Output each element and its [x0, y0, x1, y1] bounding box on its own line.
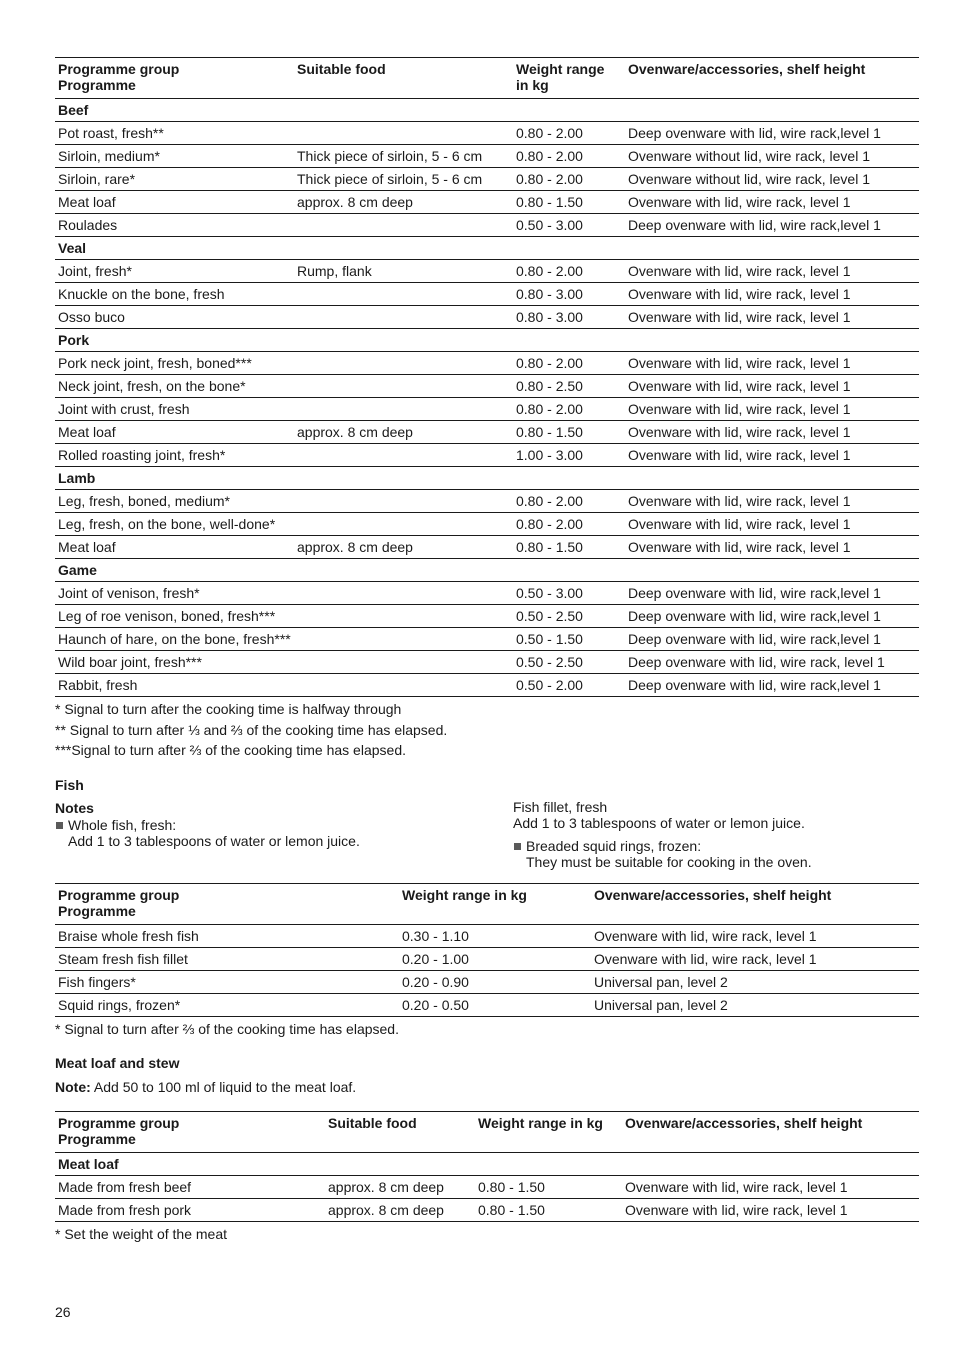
group-label: Lamb [55, 467, 919, 490]
cell-ovenware: Ovenware with lid, wire rack, level 1 [622, 1176, 919, 1199]
table-header-row [55, 58, 919, 99]
table-row [55, 536, 919, 559]
cell-ovenware: Deep ovenware with lid, wire rack,level 1 [625, 582, 919, 605]
table-row [55, 168, 919, 191]
cell-programme: Made from fresh pork [55, 1199, 325, 1222]
cell-programme: Haunch of hare, on the bone, fresh*** [55, 628, 294, 651]
fish-notes-right [513, 799, 919, 870]
table-row [55, 214, 919, 237]
cell-programme: Wild boar joint, fresh*** [55, 651, 294, 674]
note-text: Add 50 to 100 ml of liquid to the meat loaf. [90, 1079, 357, 1095]
cell-programme: Joint with crust, fresh [55, 398, 294, 421]
footnote: * Signal to turn after ⅔ of the cooking time has elapsed. [55, 1020, 399, 1037]
group-label: Veal [55, 237, 919, 260]
cell-ovenware: Deep ovenware with lid, wire rack,level 1 [625, 628, 919, 651]
cell-ovenware: Ovenware with lid, wire rack, level 1 [625, 375, 919, 398]
cell-weight: 0.80 - 1.50 [475, 1199, 622, 1222]
cell-programme: Squid rings, frozen* [55, 993, 399, 1016]
cell-food [294, 674, 513, 697]
cell-food [294, 283, 513, 306]
cell-weight: 0.50 - 1.50 [513, 628, 625, 651]
header-ovenware: Ovenware/accessories, shelf height [591, 883, 919, 924]
header-programme-group: Programme group Programme [55, 58, 294, 99]
fish-notes-left [55, 799, 495, 849]
cell-programme: Leg, fresh, on the bone, well-done* [55, 513, 294, 536]
cell-weight: 0.30 - 1.10 [399, 924, 591, 947]
cell-food [294, 306, 513, 329]
meatloaf-note [55, 1079, 919, 1095]
meat-table-body [55, 99, 919, 697]
header-suitable-food: Suitable food [325, 1112, 475, 1153]
cell-weight: 0.20 - 0.90 [399, 970, 591, 993]
table-row [55, 398, 919, 421]
list-item [513, 838, 919, 870]
page-number: 26 [55, 1304, 71, 1320]
cell-ovenware: Deep ovenware with lid, wire rack,level 1 [625, 122, 919, 145]
cell-programme: Fish fingers* [55, 970, 399, 993]
table-row [55, 605, 919, 628]
cell-food: approx. 8 cm deep [325, 1199, 475, 1222]
cell-weight: 0.20 - 1.00 [399, 947, 591, 970]
list-item [55, 817, 495, 849]
header-suitable-food: Suitable food [294, 58, 513, 99]
notes-label: Notes [55, 799, 94, 816]
cell-ovenware: Ovenware with lid, wire rack, level 1 [625, 490, 919, 513]
meat-programme-table [55, 57, 919, 697]
page-content [55, 57, 919, 1245]
cell-programme: Pork neck joint, fresh, boned*** [55, 352, 294, 375]
header-weight-range: Weight range in kg [475, 1112, 622, 1153]
cell-programme: Steam fresh fish fillet [55, 947, 399, 970]
cell-ovenware: Deep ovenware with lid, wire rack,level 1 [625, 605, 919, 628]
fish-section-title: Fish [55, 776, 84, 793]
table-header-row [55, 1112, 919, 1153]
cell-food [294, 490, 513, 513]
cell-programme: Sirloin, medium* [55, 145, 294, 168]
bullet-square-icon [514, 843, 521, 850]
cell-food [294, 352, 513, 375]
fish-table-body [55, 924, 919, 1016]
cell-ovenware: Ovenware with lid, wire rack, level 1 [625, 536, 919, 559]
cell-food: approx. 8 cm deep [325, 1176, 475, 1199]
fish-notes [55, 799, 919, 869]
cell-food: approx. 8 cm deep [294, 421, 513, 444]
bullet-text: Add 1 to 3 tablespoons of water or lemon juice. [68, 832, 360, 849]
cell-food [294, 582, 513, 605]
cell-weight: 0.50 - 3.00 [513, 582, 625, 605]
cell-weight: 0.80 - 2.00 [513, 122, 625, 145]
table-row [55, 947, 919, 970]
bullet-title: Whole fish, fresh: [68, 816, 177, 833]
cell-programme: Rabbit, fresh [55, 674, 294, 697]
cell-ovenware: Ovenware with lid, wire rack, level 1 [625, 306, 919, 329]
group-row [55, 99, 919, 122]
group-label: Beef [55, 99, 919, 122]
cell-ovenware: Ovenware with lid, wire rack, level 1 [625, 283, 919, 306]
bullet-text: They must be suitable for cooking in the oven. [526, 853, 812, 870]
cell-ovenware: Ovenware without lid, wire rack, level 1 [625, 168, 919, 191]
cell-programme: Rolled roasting joint, fresh* [55, 444, 294, 467]
cell-weight: 0.80 - 3.00 [513, 306, 625, 329]
cell-ovenware: Ovenware with lid, wire rack, level 1 [625, 513, 919, 536]
footnote: * Signal to turn after the cooking time is halfway through [55, 701, 402, 717]
cell-ovenware: Ovenware with lid, wire rack, level 1 [625, 260, 919, 283]
cell-programme: Pot roast, fresh** [55, 122, 294, 145]
cell-weight: 0.80 - 2.50 [513, 375, 625, 398]
table-row [55, 628, 919, 651]
footnote: ** Signal to turn after ⅓ and ⅔ of the cooking time has elapsed. [55, 721, 448, 738]
group-row [55, 1153, 919, 1176]
cell-food: Thick piece of sirloin, 5 - 6 cm [294, 145, 513, 168]
cell-weight: 0.80 - 1.50 [513, 536, 625, 559]
cell-weight: 0.80 - 1.50 [513, 191, 625, 214]
cell-weight: 0.50 - 2.50 [513, 605, 625, 628]
table-row [55, 375, 919, 398]
table-row [55, 582, 919, 605]
table-row [55, 283, 919, 306]
cell-programme: Leg, fresh, boned, medium* [55, 490, 294, 513]
cell-programme: Meat loaf [55, 191, 294, 214]
cell-programme: Osso buco [55, 306, 294, 329]
cell-weight: 0.80 - 2.00 [513, 398, 625, 421]
table-header-row [55, 883, 919, 924]
table-row [55, 352, 919, 375]
header-ovenware: Ovenware/accessories, shelf height [625, 58, 919, 99]
cell-food [294, 214, 513, 237]
cell-programme: Leg of roe venison, boned, fresh*** [55, 605, 294, 628]
cell-food: approx. 8 cm deep [294, 536, 513, 559]
header-weight-range: Weight range in kg [399, 883, 591, 924]
footnote: * Set the weight of the meat [55, 1226, 227, 1242]
table-row [55, 993, 919, 1016]
group-row [55, 237, 919, 260]
cell-ovenware: Universal pan, level 2 [591, 993, 919, 1016]
cell-weight: 0.80 - 3.00 [513, 283, 625, 306]
table-row [55, 122, 919, 145]
meat-footnotes [55, 699, 919, 761]
cell-food [294, 628, 513, 651]
cell-programme: Sirloin, rare* [55, 168, 294, 191]
cell-ovenware: Ovenware with lid, wire rack, level 1 [625, 352, 919, 375]
table-row [55, 306, 919, 329]
table-row [55, 1199, 919, 1222]
cell-food: Rump, flank [294, 260, 513, 283]
table-row [55, 1176, 919, 1199]
cell-ovenware: Ovenware with lid, wire rack, level 1 [591, 924, 919, 947]
cell-ovenware: Ovenware with lid, wire rack, level 1 [591, 947, 919, 970]
header-weight-range: Weight range in kg [513, 58, 625, 99]
table-row [55, 145, 919, 168]
cell-weight: 0.80 - 2.00 [513, 352, 625, 375]
cell-programme: Meat loaf [55, 536, 294, 559]
cell-food [294, 375, 513, 398]
cell-programme: Meat loaf [55, 421, 294, 444]
cell-food [294, 444, 513, 467]
cell-ovenware: Universal pan, level 2 [591, 970, 919, 993]
cell-ovenware: Ovenware with lid, wire rack, level 1 [625, 421, 919, 444]
header-programme-group: Programme group Programme [55, 883, 399, 924]
table-row [55, 260, 919, 283]
cell-food: approx. 8 cm deep [294, 191, 513, 214]
note-label: Note: [55, 1079, 91, 1095]
group-label: Pork [55, 329, 919, 352]
cell-programme: Joint, fresh* [55, 260, 294, 283]
cell-weight: 0.80 - 2.00 [513, 145, 625, 168]
cell-programme: Roulades [55, 214, 294, 237]
cell-food [294, 605, 513, 628]
cell-weight: 0.80 - 1.50 [513, 421, 625, 444]
cell-ovenware: Deep ovenware with lid, wire rack,level 1 [625, 674, 919, 697]
cell-food [294, 398, 513, 421]
cell-programme: Neck joint, fresh, on the bone* [55, 375, 294, 398]
meatloaf-programme-table [55, 1111, 919, 1222]
fish-fillet-title: Fish fillet, fresh [513, 798, 608, 815]
cell-weight: 1.00 - 3.00 [513, 444, 625, 467]
cell-food [294, 651, 513, 674]
cell-weight: 0.50 - 2.00 [513, 674, 625, 697]
table-row [55, 651, 919, 674]
cell-weight: 0.20 - 0.50 [399, 993, 591, 1016]
cell-ovenware: Ovenware with lid, wire rack, level 1 [622, 1199, 919, 1222]
fish-fillet-text: Add 1 to 3 tablespoons of water or lemon juice. [513, 814, 805, 831]
cell-ovenware: Deep ovenware with lid, wire rack,level 1 [625, 214, 919, 237]
cell-weight: 0.50 - 3.00 [513, 214, 625, 237]
fish-footnote [55, 1019, 919, 1040]
table-row [55, 513, 919, 536]
cell-weight: 0.50 - 2.50 [513, 651, 625, 674]
cell-programme: Joint of venison, fresh* [55, 582, 294, 605]
cell-ovenware: Ovenware with lid, wire rack, level 1 [625, 398, 919, 421]
table-row [55, 674, 919, 697]
group-label: Meat loaf [55, 1153, 919, 1176]
fish-programme-table [55, 883, 919, 1017]
cell-ovenware: Ovenware with lid, wire rack, level 1 [625, 191, 919, 214]
header-ovenware: Ovenware/accessories, shelf height [622, 1112, 919, 1153]
meatloaf-footnote [55, 1224, 919, 1245]
group-row [55, 467, 919, 490]
cell-food: Thick piece of sirloin, 5 - 6 cm [294, 168, 513, 191]
footnote: ***Signal to turn after ⅔ of the cooking time has elapsed. [55, 742, 406, 758]
bullet-title: Breaded squid rings, frozen: [526, 837, 702, 854]
cell-food [294, 122, 513, 145]
bullet-square-icon [56, 822, 63, 829]
table-row [55, 444, 919, 467]
group-label: Game [55, 559, 919, 582]
cell-programme: Knuckle on the bone, fresh [55, 283, 294, 306]
table-row [55, 970, 919, 993]
cell-ovenware: Ovenware without lid, wire rack, level 1 [625, 145, 919, 168]
group-row [55, 559, 919, 582]
cell-food [294, 513, 513, 536]
cell-ovenware: Ovenware with lid, wire rack, level 1 [625, 444, 919, 467]
cell-programme: Braise whole fresh fish [55, 924, 399, 947]
table-row [55, 924, 919, 947]
cell-ovenware: Deep ovenware with lid, wire rack, level 1 [625, 651, 919, 674]
header-programme-group: Programme group Programme [55, 1112, 325, 1153]
cell-weight: 0.80 - 2.00 [513, 260, 625, 283]
meatloaf-section-title: Meat loaf and stew [55, 1055, 180, 1071]
cell-weight: 0.80 - 2.00 [513, 490, 625, 513]
group-row [55, 329, 919, 352]
table-row [55, 421, 919, 444]
table-row [55, 191, 919, 214]
table-row [55, 490, 919, 513]
cell-programme: Made from fresh beef [55, 1176, 325, 1199]
cell-weight: 0.80 - 1.50 [475, 1176, 622, 1199]
cell-weight: 0.80 - 2.00 [513, 168, 625, 191]
cell-weight: 0.80 - 2.00 [513, 513, 625, 536]
